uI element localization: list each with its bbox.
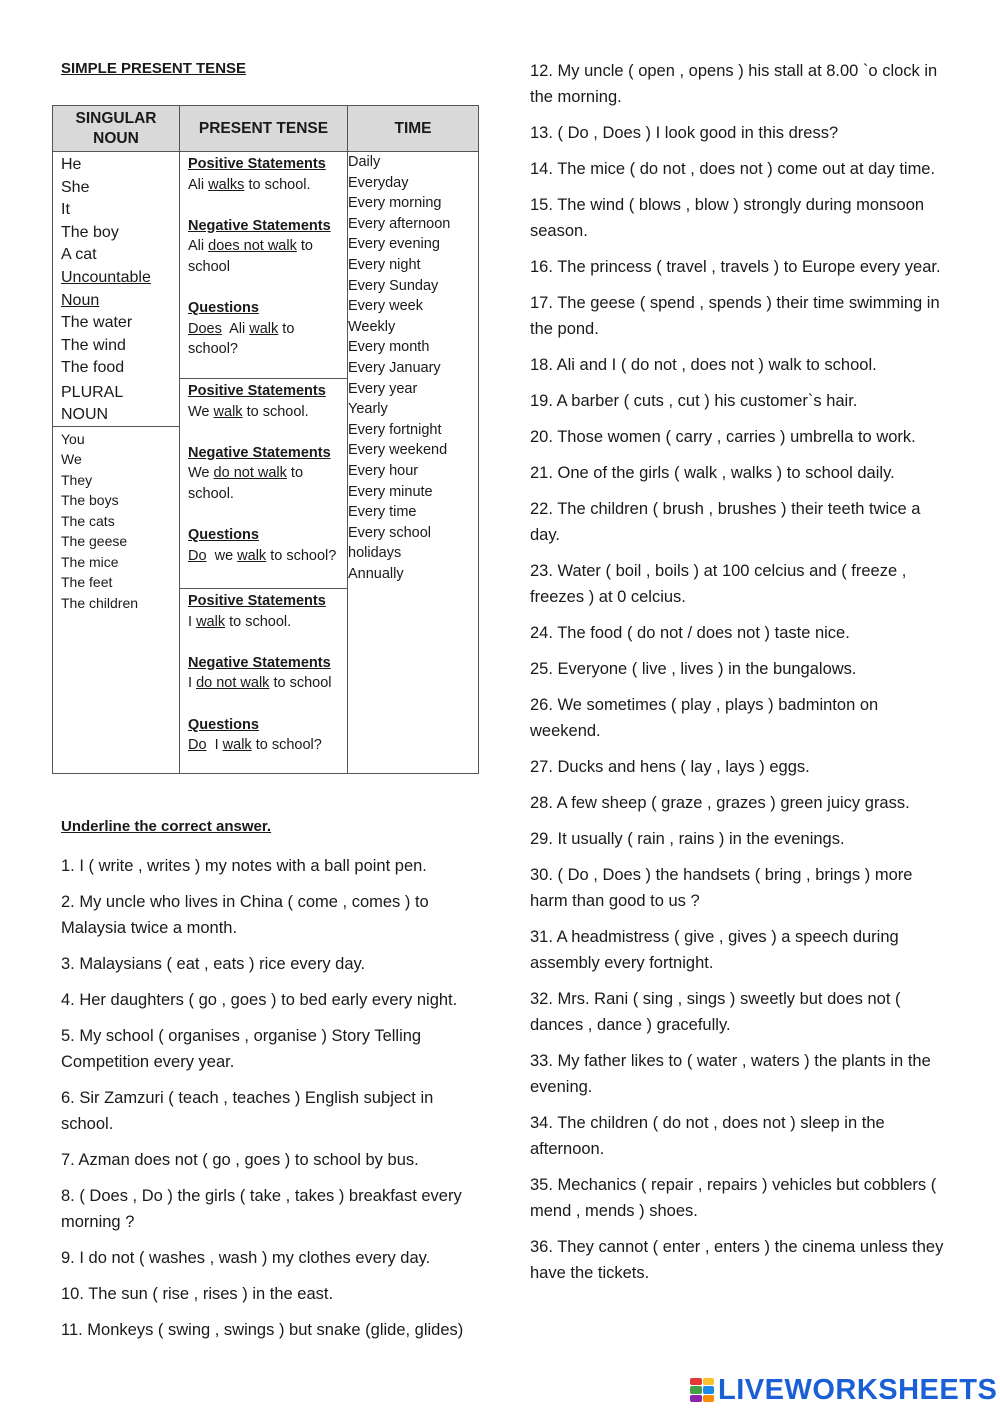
time-expression: Every Sunday — [348, 277, 439, 294]
time-expression: Everyday — [348, 174, 409, 191]
question-item: 30. ( Do , Does ) the handsets ( bring , brings ) more harm than good to us ? — [530, 866, 913, 910]
example-positive: We walk to school. — [188, 403, 309, 420]
noun-item: The geese — [61, 533, 128, 550]
question-item: 15. The wind ( blows , blow ) strongly during monsoon season. — [530, 196, 925, 240]
question-item: 6. Sir Zamzuri ( teach , teaches ) English subject in school. — [61, 1089, 434, 1133]
question-item: 20. Those women ( carry , carries ) umbrella to work. — [530, 428, 916, 446]
question-item: 18. Ali and I ( do not , does not ) walk to school. — [530, 356, 877, 374]
time-expression: Every fortnight — [348, 421, 442, 438]
noun-item: We — [61, 451, 82, 468]
example-negative: Ali does not walk to school — [188, 238, 313, 275]
question-item: 27. Ducks and hens ( lay , lays ) eggs. — [530, 758, 810, 776]
example-question: Do I walk to school? — [188, 737, 322, 754]
liveworksheets-logo[interactable] — [690, 1374, 997, 1406]
negative-label: Negative Statements — [188, 217, 331, 234]
noun-item: The feet — [61, 574, 113, 591]
time-expression: Every January — [348, 359, 441, 376]
noun-item: You — [61, 430, 85, 447]
question-item: 10. The sun ( rise , rises ) in the east. — [61, 1285, 334, 1303]
noun-item: She — [61, 178, 90, 196]
time-expression: Every morning — [348, 195, 442, 212]
question-item: 35. Mechanics ( repair , repairs ) vehicles but cobblers ( mend , mends ) shoes. — [530, 1176, 937, 1220]
questions-label: Questions — [188, 716, 259, 733]
time-expression: Daily — [348, 154, 381, 170]
negative-label: Negative Statements — [188, 444, 331, 461]
time-expression: Yearly — [348, 401, 388, 418]
time-expression: Every night — [348, 256, 421, 273]
question-item: 14. The mice ( do not , does not ) come out at day time. — [530, 160, 936, 178]
present-tense-cell — [180, 152, 348, 774]
question-item: 5. My school ( organises , organise ) Story Telling Competition every year. — [61, 1027, 422, 1071]
grammar-table — [52, 105, 479, 774]
example-question: Do we walk to school? — [188, 547, 337, 564]
noun-item: The children — [61, 594, 139, 611]
positive-label: Positive Statements — [188, 383, 326, 399]
question-item: 26. We sometimes ( play , plays ) badminton on weekend. — [530, 696, 879, 740]
time-expression: Every week — [348, 298, 423, 315]
noun-item-uncountable: Uncountable Noun — [61, 268, 151, 309]
example-positive: I walk to school. — [188, 613, 292, 630]
time-expression: Every time — [348, 504, 417, 521]
question-item: 8. ( Does , Do ) the girls ( take , takes ) breakfast every morning ? — [61, 1187, 462, 1231]
time-expression: Every evening — [348, 236, 440, 253]
right-column — [530, 58, 950, 1296]
noun-item: They — [61, 471, 93, 488]
question-item: 9. I do not ( washes , wash ) my clothes every day. — [61, 1249, 431, 1267]
question-item: 29. It usually ( rain , rains ) in the evenings. — [530, 830, 845, 848]
question-item: 34. The children ( do not , does not ) sleep in the afternoon. — [530, 1114, 885, 1158]
time-expression: Weekly — [348, 318, 396, 335]
questions-label: Questions — [188, 300, 259, 317]
question-list-left — [61, 853, 480, 1343]
left-column — [52, 60, 480, 1353]
question-item: 23. Water ( boil , boils ) at 100 celcius and ( freeze , freezes ) at 0 celcius. — [530, 562, 907, 606]
logo-text: LIVEWORKSHEETS — [718, 1373, 998, 1406]
noun-item: The cats — [61, 512, 115, 529]
question-item: 24. The food ( do not / does not ) taste nice. — [530, 624, 850, 642]
question-item: 16. The princess ( travel , travels ) to Europe every year. — [530, 258, 941, 276]
question-item: 33. My father likes to ( water , waters ) the plants in the evening. — [530, 1052, 931, 1096]
question-item: 17. The geese ( spend , spends ) their time swimming in the pond. — [530, 294, 940, 338]
question-item: 21. One of the girls ( walk , walks ) to school daily. — [530, 464, 895, 482]
question-item: 36. They cannot ( enter , enters ) the cinema unless they have the tickets. — [530, 1238, 944, 1282]
example-question: Does Ali walk to school? — [188, 320, 295, 358]
plural-noun-heading: PLURAL NOUN — [53, 382, 179, 427]
example-positive: Ali walks to school. — [188, 176, 311, 193]
noun-item: It — [61, 201, 70, 219]
liveworksheets-logo-icon — [690, 1378, 714, 1402]
question-item: 28. A few sheep ( graze , grazes ) green juicy grass. — [530, 794, 910, 812]
time-expression: Every month — [348, 339, 430, 356]
question-item: 25. Everyone ( live , lives ) in the bungalows. — [530, 660, 857, 678]
question-item: 4. Her daughters ( go , goes ) to bed early every night. — [61, 991, 458, 1009]
questions-label: Questions — [188, 527, 259, 544]
question-item: 2. My uncle who lives in China ( come , comes ) to Malaysia twice a month. — [61, 893, 429, 937]
time-expression: Annually — [348, 565, 404, 582]
example-negative: I do not walk to school — [188, 675, 332, 692]
noun-item: A cat — [61, 246, 97, 264]
noun-item: The water — [61, 314, 133, 332]
time-expression: Every year — [348, 380, 418, 397]
time-expression: Every minute — [348, 483, 433, 500]
instruction: Underline the correct answer. — [61, 818, 272, 835]
question-item: 22. The children ( brush , brushes ) their teeth twice a day. — [530, 500, 921, 544]
header-present-tense: PRESENT TENSE — [180, 106, 348, 152]
time-expression: Every hour — [348, 462, 419, 479]
header-time: TIME — [348, 106, 479, 152]
question-item: 13. ( Do , Does ) I look good in this dress? — [530, 124, 839, 142]
negative-label: Negative Statements — [188, 654, 331, 671]
singular-nouns-cell — [53, 152, 180, 774]
question-item: 7. Azman does not ( go , goes ) to school by bus. — [61, 1151, 419, 1169]
noun-item: He — [61, 156, 82, 173]
question-item: 11. Monkeys ( swing , swings ) but snake (glide, glides) — [61, 1321, 464, 1339]
noun-item: The wind — [61, 336, 126, 354]
noun-item: The mice — [61, 553, 119, 570]
time-expression: Every afternoon — [348, 215, 451, 232]
noun-item: The boys — [61, 492, 119, 509]
noun-item: The boy — [61, 223, 119, 241]
page-title: SIMPLE PRESENT TENSE — [61, 60, 247, 77]
time-cell — [348, 152, 479, 774]
positive-label: Positive Statements — [188, 593, 326, 609]
positive-label: Positive Statements — [188, 156, 326, 172]
question-item: 31. A headmistress ( give , gives ) a speech during assembly every fortnight. — [530, 928, 899, 972]
noun-item: The food — [61, 359, 125, 377]
question-item: 19. A barber ( cuts , cut ) his customer`s hair. — [530, 392, 858, 410]
question-item: 32. Mrs. Rani ( sing , sings ) sweetly but does not ( dances , dance ) gracefully. — [530, 990, 901, 1034]
example-negative: We do not walk to school. — [188, 465, 304, 502]
time-expression: Every weekend — [348, 442, 448, 459]
question-list-right — [530, 58, 950, 1286]
question-item: 12. My uncle ( open , opens ) his stall at 8.00 `o clock in the morning. — [530, 62, 938, 106]
question-item: 1. I ( write , writes ) my notes with a ball point pen. — [61, 857, 427, 875]
question-item: 3. Malaysians ( eat , eats ) rice every day. — [61, 955, 366, 973]
time-expression: Every school holidays — [348, 524, 432, 562]
header-singular-noun: SINGULAR NOUN — [53, 106, 180, 152]
